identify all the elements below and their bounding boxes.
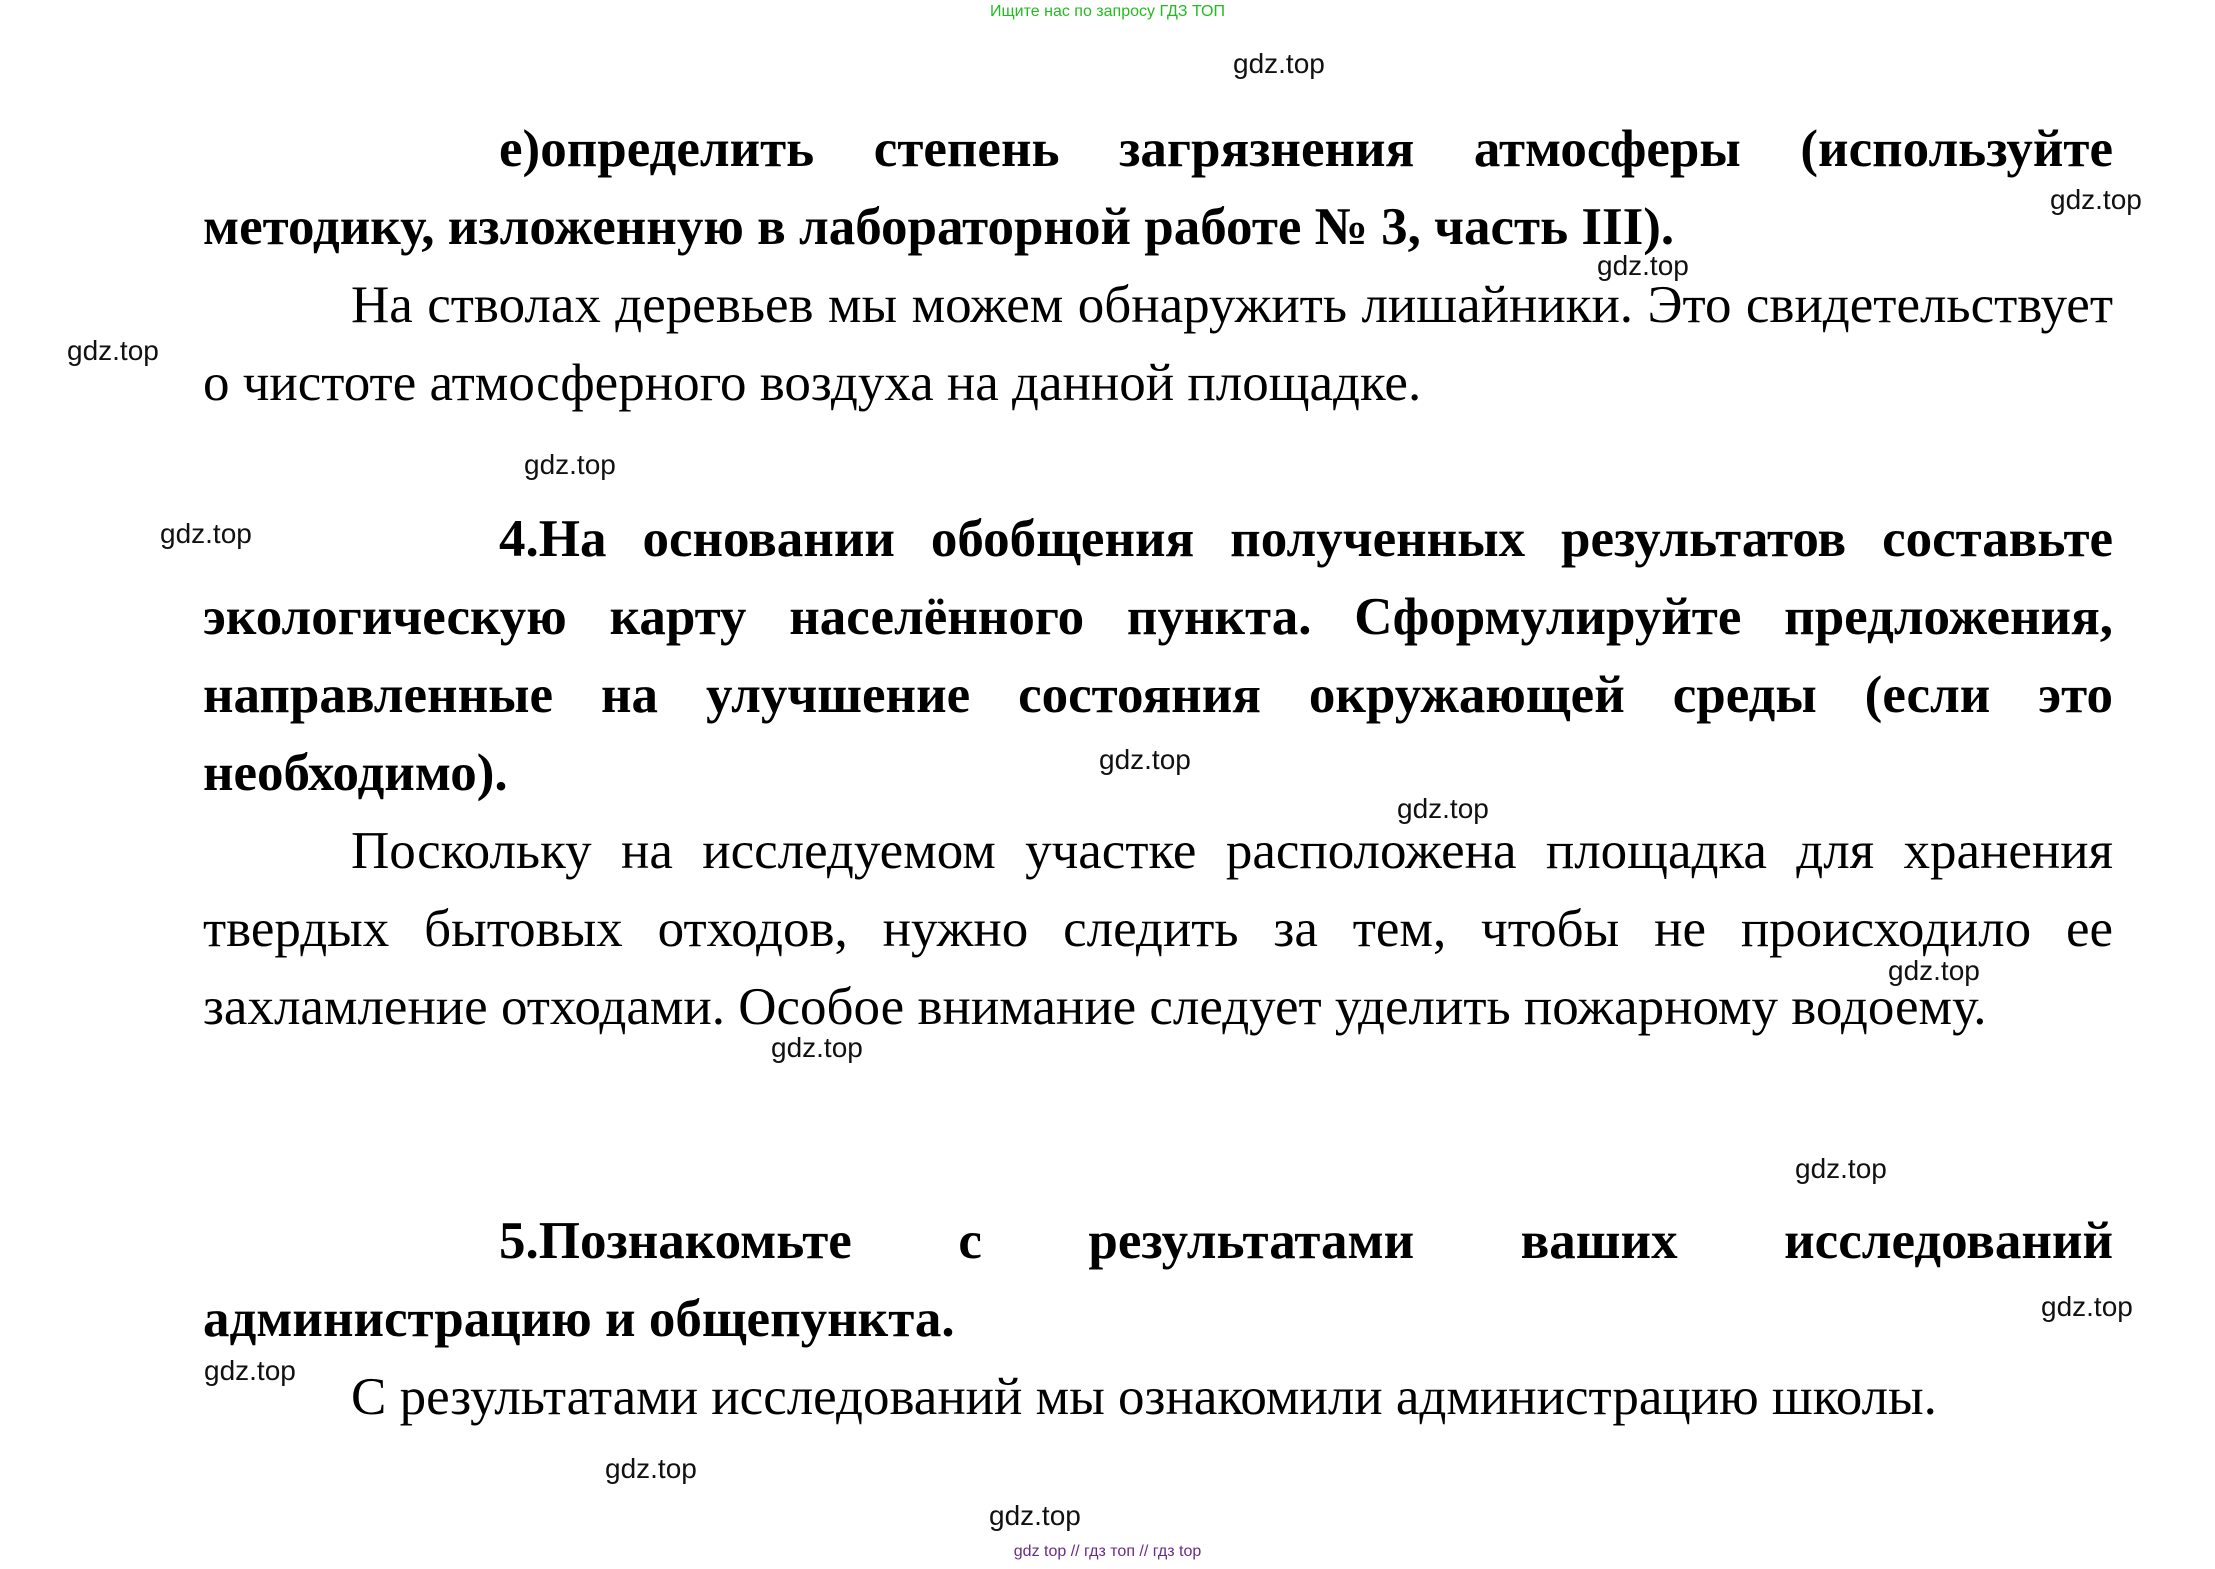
footer-links[interactable]: gdz top // гдз топ // гдз top	[1013, 1543, 1202, 1560]
task-5-text: Познакомьте с результатами ваших исследований администрацию и общепункта.	[203, 1212, 2113, 1348]
task-4-marker: 4.	[499, 510, 539, 568]
watermark: gdz.top	[2050, 184, 2142, 215]
watermark: gdz.top	[2041, 1291, 2133, 1322]
task-e-marker: е)	[499, 120, 541, 178]
answer-4: Поскольку на исследуемом участке расположена площадка для хранения твердых бытовых отходов, нужно следить за тем, чтобы не происходило ее захламление отходами. Особое внимание следует уделить пожарному водоему.	[203, 822, 2113, 1036]
task-e	[203, 110, 2113, 266]
watermark: gdz.top	[67, 335, 159, 366]
task-5	[203, 1202, 2113, 1358]
answer-e: На стволах деревьев мы можем обнаружить лишайники. Это свидетельствует о чистоте атмосферного воздуха на данной площадке.	[203, 276, 2113, 412]
watermark: gdz.top	[204, 1355, 296, 1386]
watermark: gdz.top	[1888, 955, 1980, 986]
watermark: gdz.top	[1397, 793, 1489, 824]
watermark: gdz.top	[605, 1453, 697, 1484]
watermark: gdz.top	[1597, 250, 1689, 281]
section-4	[203, 500, 2113, 1046]
search-banner[interactable]: Ищите нас по запросу ГДЗ ТОП	[990, 3, 1225, 20]
watermark: gdz.top	[771, 1032, 863, 1063]
watermark: gdz.top	[1233, 48, 1325, 79]
task-5-marker: 5.	[499, 1212, 539, 1270]
watermark: gdz.top	[1099, 744, 1191, 775]
watermark: gdz.top	[989, 1500, 1081, 1531]
section-e	[203, 110, 2113, 422]
task-4-text: На основании обобщения полученных результатов составьте экологическую карту населённого пункта. Сформулируйте предложения, направленные на улучшение состояния окружающей среды (если это необходимо).	[203, 510, 2113, 802]
task-e-text: определить степень загрязнения атмосферы (используйте методику, изложенную в лабораторной работе № 3, часть III).	[203, 120, 2113, 256]
watermark: gdz.top	[1795, 1153, 1887, 1184]
answer-5: С результатами исследований мы ознакомили администрацию школы.	[351, 1368, 1937, 1426]
watermark: gdz.top	[524, 449, 616, 480]
watermark: gdz.top	[160, 518, 252, 549]
section-5	[203, 1202, 2113, 1436]
task-4	[203, 500, 2113, 812]
